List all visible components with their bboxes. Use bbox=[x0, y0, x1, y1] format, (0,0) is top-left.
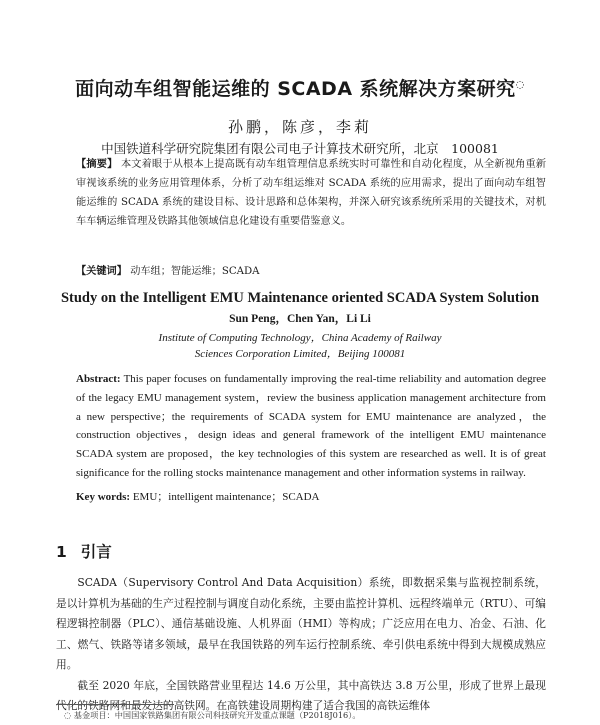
affiliation-cn: 中国铁道科学研究院集团有限公司电子计算技术研究所，北京 100081 bbox=[101, 141, 499, 156]
keywords-en-text: EMU；intelligent maintenance；SCADA bbox=[132, 491, 320, 503]
footnote-divider bbox=[56, 704, 174, 705]
affiliation-en-line2: Sciences Corporation Limited，Beijing 100081 bbox=[194, 348, 406, 360]
body-paragraph: SCADA（Supervisory Control And Data Acquisition）系统，即数据采集与监视控制系统，是以计算机为基础的生产过程控制与调度自动化系统，主要由监控计算机、远程终端单元（RTU）、可编程逻辑控制器（PLC）、通信基础设施、人机界面（HMI）等构成；广泛应用在电力、冶金、石油、化工、燃气、铁路等诸多领域，最早在我国铁路的列车运行控制系统、牵引供电系统中得到大规模成熟应用。 bbox=[56, 576, 546, 671]
abstract-cn-text: 本文着眼于从根本上提高既有动车组管理信息系统实时可靠性和自动化程度，从全新视角重新审视该系统的业务应用管理体系，分析了动车组运维对 SCADA 系统的应用需求，提出了面向动车组智能运维的 SCADA 系统的建设目标、设计思路和总体架构，并深入研究该系统所采用的关键技术，对机车车辆运维管理及铁路其他领域信息化建设有重要借鉴意义。 bbox=[76, 159, 547, 227]
abstract-en bbox=[76, 370, 546, 483]
abstract-en-text: This paper focuses on fundamentally improving the real-time reliability and automation degree of the legacy EMU management system，review the business application management architecture from a new perspective；the requirements of SCADA system for EMU maintenance are analyzed，the construction objectives，design ideas and general framework of the intelligent EMU maintenance SCADA system are proposed，the key technologies of this system are researched as well. It is of great significance for the rolling stocks maintenance management and other information systems in railway. bbox=[76, 373, 547, 479]
abstract-en-label: Abstract: bbox=[76, 373, 121, 385]
footnote-marker: ◌ bbox=[64, 710, 72, 720]
title-cn-text: 面向动车组智能运维的 SCADA 系统解决方案研究 bbox=[75, 78, 516, 100]
abstract-cn bbox=[76, 155, 546, 231]
keywords-cn-text: 动车组；智能运维；SCADA bbox=[130, 266, 260, 277]
section-number: 1 bbox=[56, 543, 67, 561]
keywords-en-label: Key words: bbox=[76, 491, 131, 503]
title-footnote-mark: ◌ bbox=[515, 79, 525, 91]
abstract-cn-label: 【摘要】 bbox=[76, 159, 118, 170]
keywords-en bbox=[76, 488, 546, 504]
paper-title-cn bbox=[0, 74, 600, 101]
paper-title-en: Study on the Intelligent EMU Maintenance oriented SCADA System Solution bbox=[60, 290, 540, 306]
authors-cn: 孙鹏，陈彦，李莉 bbox=[227, 118, 372, 136]
footnote bbox=[64, 710, 361, 721]
section-heading bbox=[56, 540, 126, 562]
body-paragraph: 截至 2020 年底，全国铁路营业里程达 14.6 万公里，其中高铁达 3.8 万公里，形成了世界上最现代化的铁路网和最发达的高铁网。在高铁建设周期构建了适合我国的高铁运维体 bbox=[56, 678, 546, 712]
section-title: 引言 bbox=[80, 543, 112, 561]
footnote-text: 基金项目：中国国家铁路集团有限公司科技研究开发重点课题（P2018J016）。 bbox=[73, 710, 361, 720]
affiliation-en-line1: Institute of Computing Technology，China Academy of Railway bbox=[158, 332, 442, 344]
body-text bbox=[56, 573, 546, 717]
authors-en: Sun Peng，Chen Yan，Li Li bbox=[229, 313, 371, 325]
keywords-cn bbox=[76, 262, 546, 277]
keywords-cn-label: 【关键词】 bbox=[76, 266, 127, 277]
